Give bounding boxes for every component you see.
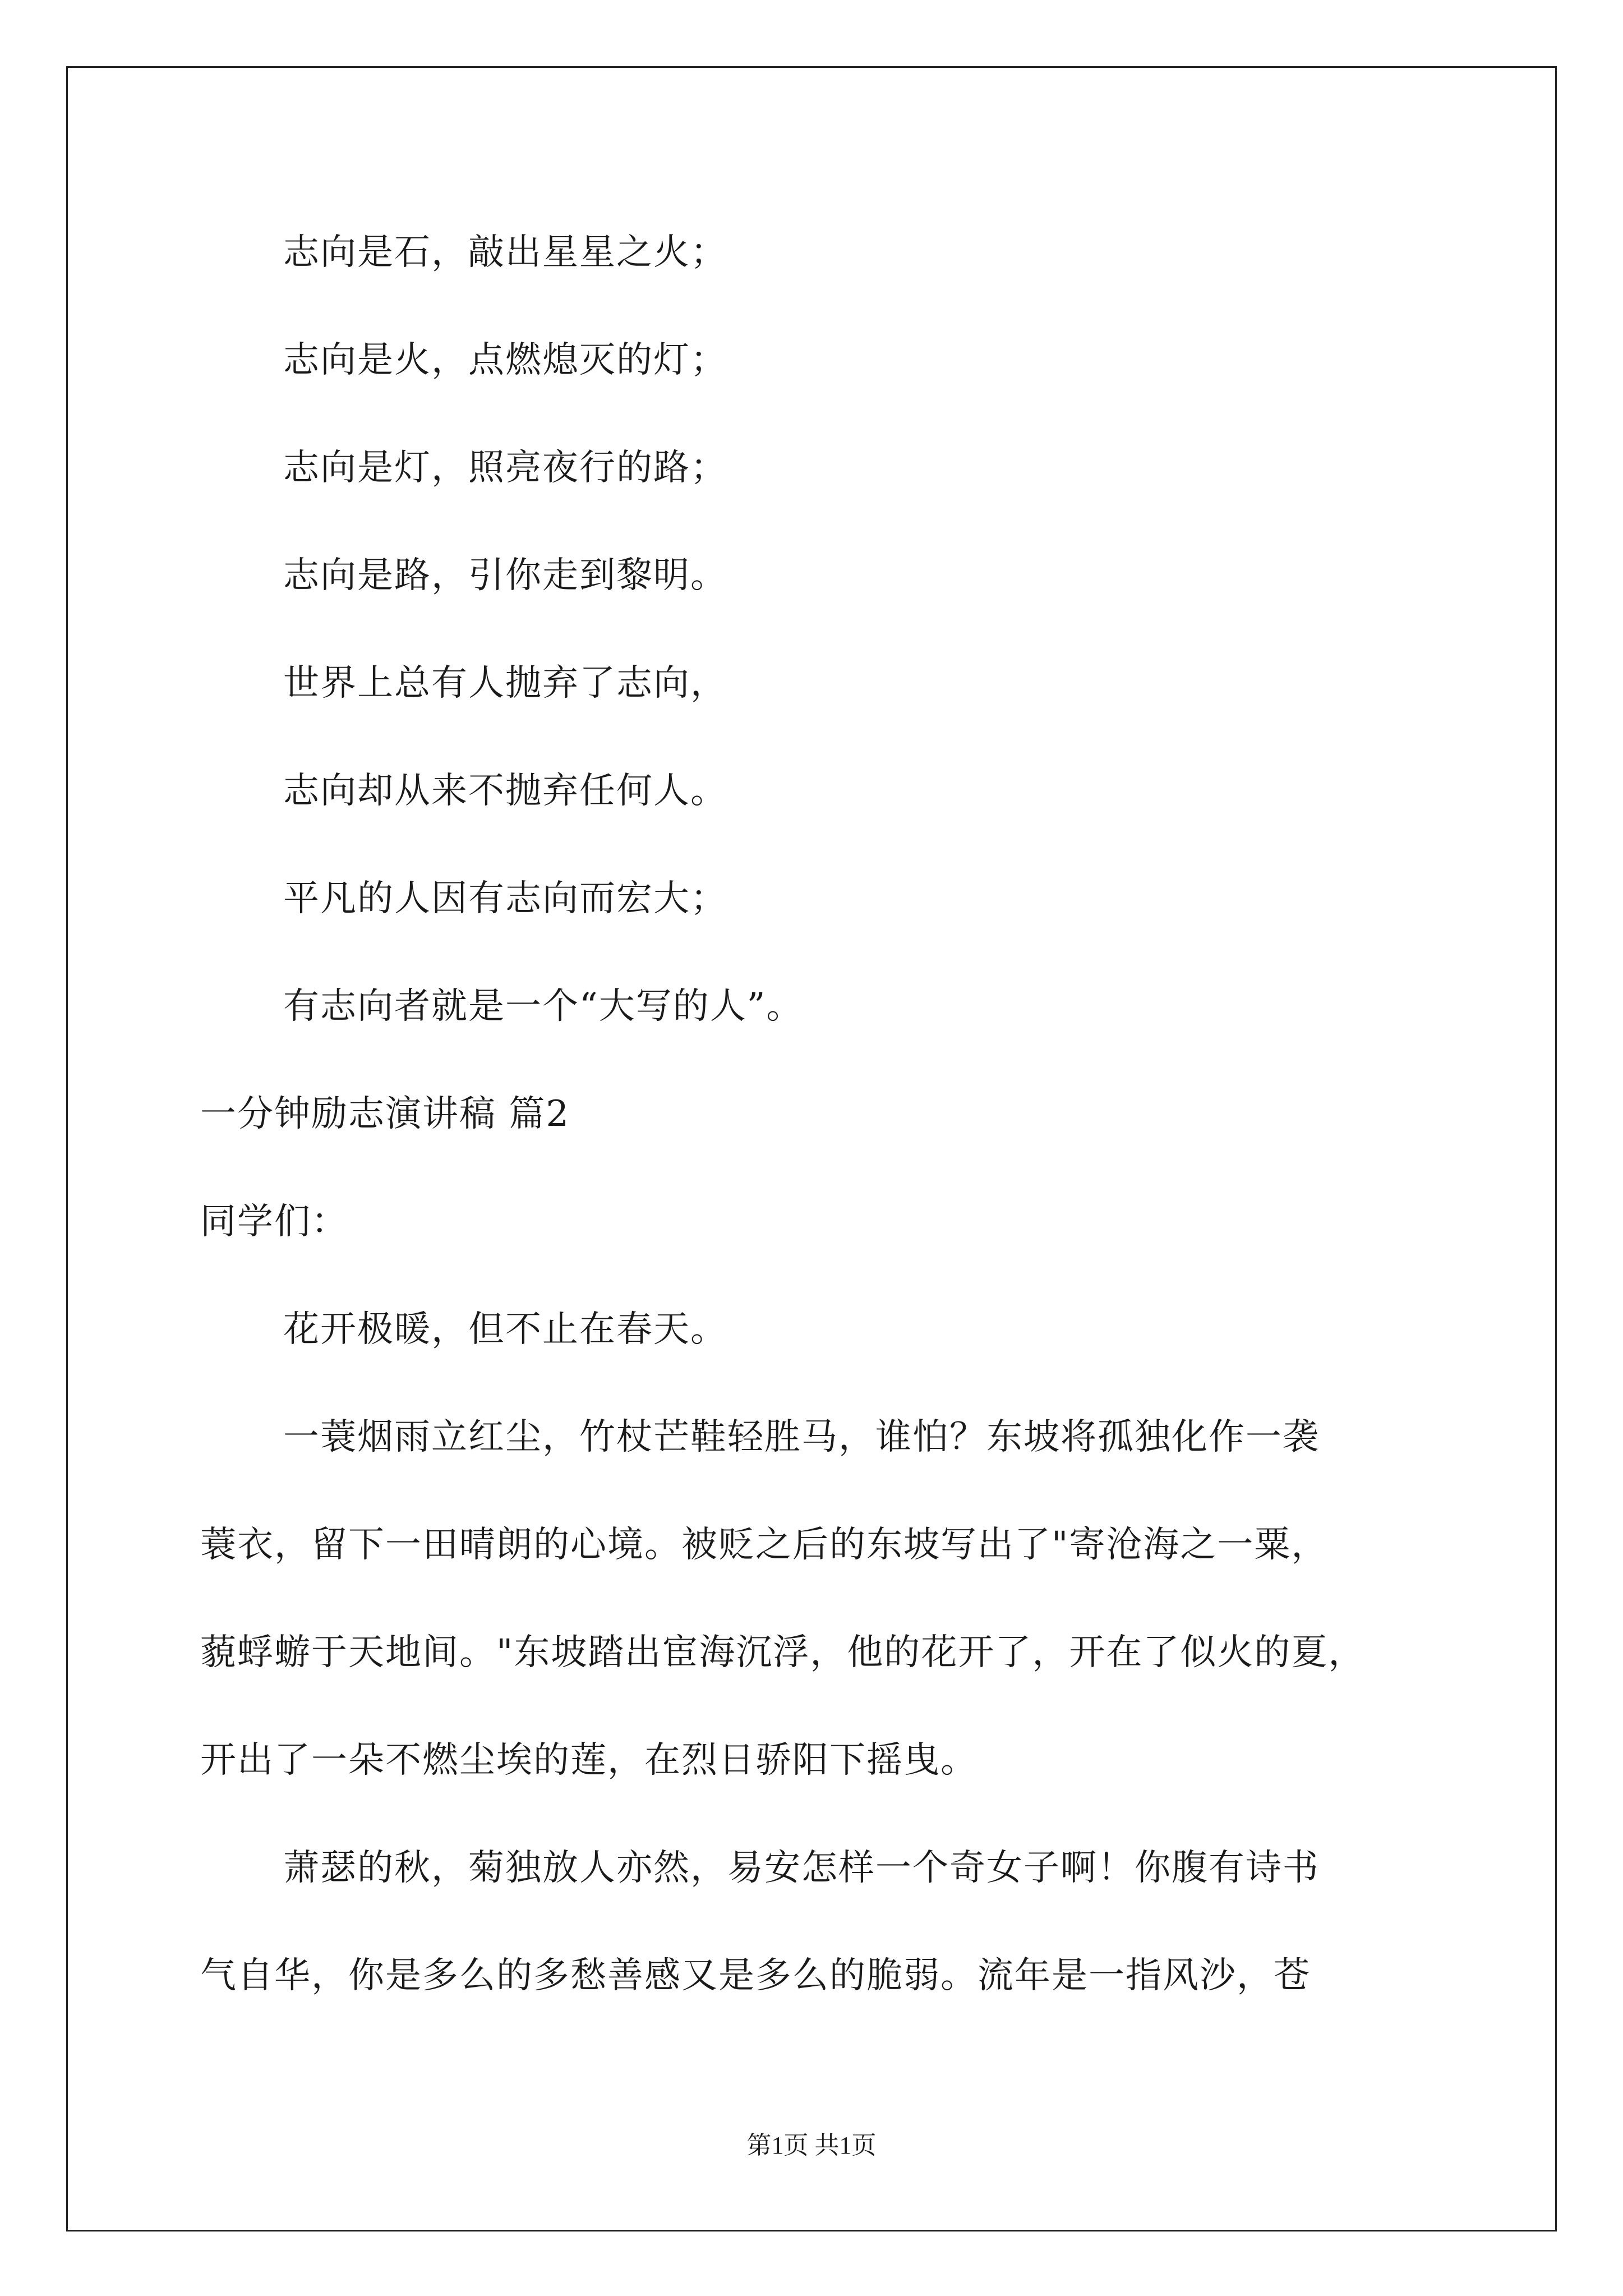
page-border — [66, 66, 1557, 2231]
paragraph2-line-2: 气自华，你是多么的多愁善感又是多么的脆弱。流年是一指风沙，苍 — [200, 1955, 1311, 1996]
poem-line-5: 世界上总有人抛弃了志向， — [283, 662, 727, 704]
paragraph1-line-1: 一蓑烟雨立红尘，竹杖芒鞋轻胜马，谁怕？东坡将孤独化作一袭 — [283, 1416, 1320, 1458]
paragraph2-line-1: 萧瑟的秋，菊独放人亦然，易安怎样一个奇女子啊！你腹有诗书 — [283, 1847, 1320, 1889]
poem-line-6: 志向却从来不抛弃任何人。 — [283, 770, 727, 812]
poem-line-4: 志向是路，引你走到黎明。 — [283, 555, 727, 596]
paragraph1-line-3: 藐蜉蝣于天地间。"东坡踏出宦海沉浮，他的花开了，开在了似火的夏， — [200, 1632, 1366, 1673]
paragraph1-line-2: 蓑衣，留下一田晴朗的心境。被贬之后的东坡写出了"寄沧海之一粟， — [200, 1524, 1329, 1566]
poem-line-3: 志向是灯，照亮夜行的路； — [283, 447, 727, 489]
intro-line: 花开极暖，但不止在春天。 — [283, 1309, 727, 1350]
poem-line-2: 志向是火，点燃熄灭的灯； — [283, 339, 727, 381]
greeting: 同学们： — [200, 1201, 348, 1243]
poem-line-7: 平凡的人因有志向而宏大； — [283, 878, 727, 919]
page-footer: 第1页 共1页 — [746, 2132, 877, 2159]
poem-line-1: 志向是石，敲出星星之火； — [283, 232, 727, 273]
poem-line-8: 有志向者就是一个“大写的人”。 — [283, 986, 804, 1027]
section-title: 一分钟励志演讲稿 篇2 — [200, 1093, 570, 1135]
paragraph1-line-4: 开出了一朵不燃尘埃的莲，在烈日骄阳下摇曳。 — [200, 1740, 978, 1781]
